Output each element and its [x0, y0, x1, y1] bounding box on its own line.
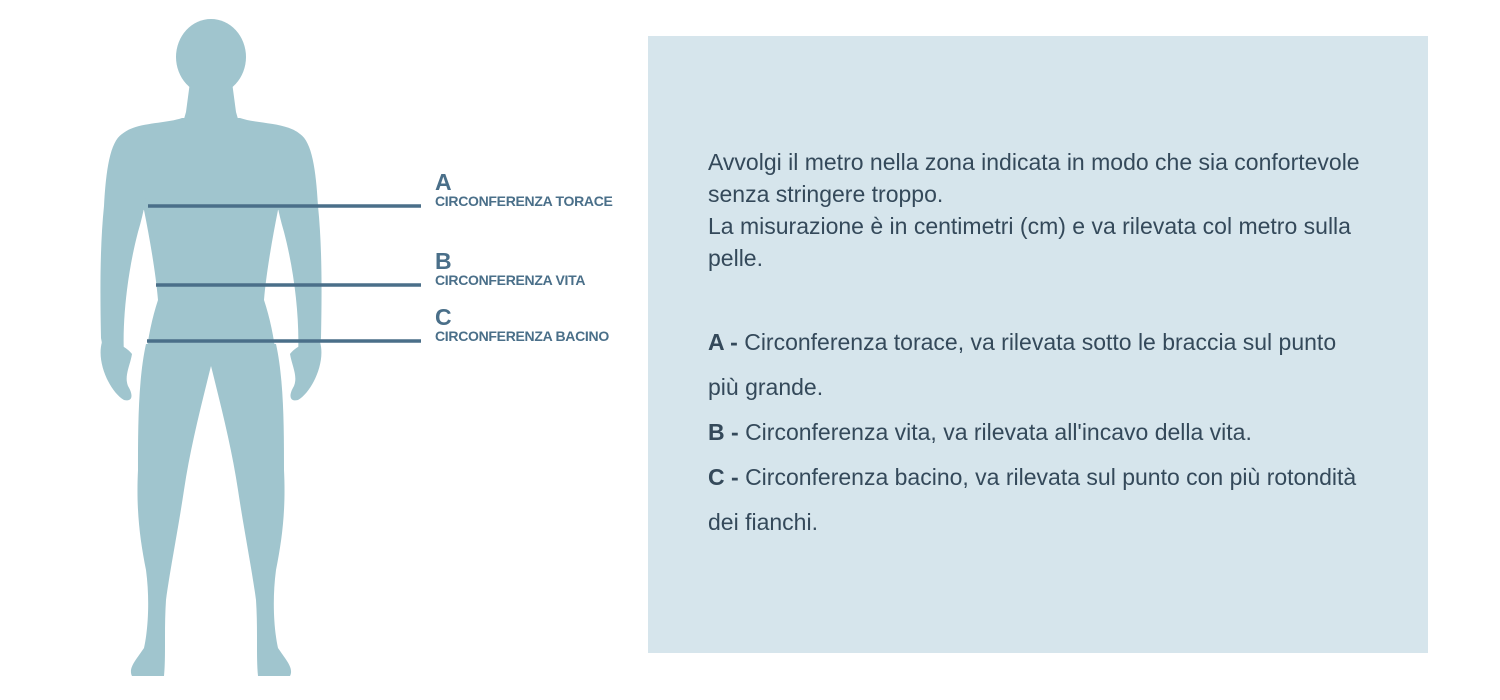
intro-paragraph: Avvolgi il metro nella zona indicata in modo che sia confortevole senza stringere troppo.	[708, 149, 1360, 207]
silhouette-shape	[100, 19, 321, 676]
item-text: Circonferenza vita, va rilevata all'incavo della vita.	[745, 419, 1252, 445]
item-key: C -	[708, 464, 739, 490]
marker-label: CIRCONFERENZA VITA	[435, 272, 586, 288]
marker-c	[435, 306, 609, 344]
instructions-panel	[648, 36, 1428, 653]
intro-paragraph: La misurazione è in centimetri (cm) e va rilevata col metro sulla pelle.	[708, 213, 1351, 271]
instructions-intro	[708, 146, 1368, 274]
marker-letter: C	[435, 304, 452, 330]
item-text: Circonferenza bacino, va rilevata sul punto con più rotondità dei fianchi.	[708, 464, 1357, 535]
marker-b	[435, 250, 585, 288]
measurement-item-c	[708, 455, 1368, 545]
item-key: A -	[708, 329, 738, 355]
measurement-item-a	[708, 320, 1368, 410]
marker-label: CIRCONFERENZA TORACE	[435, 193, 613, 209]
marker-letter: A	[435, 169, 452, 195]
measurement-list	[708, 320, 1368, 545]
item-key: B -	[708, 419, 739, 445]
marker-label: CIRCONFERENZA BACINO	[435, 328, 609, 344]
instructions-text	[708, 146, 1368, 545]
marker-letter: B	[435, 248, 452, 274]
marker-a	[435, 171, 613, 209]
body-silhouette	[0, 0, 640, 700]
measurement-item-b	[708, 410, 1368, 455]
item-text: Circonferenza torace, va rilevata sotto le braccia sul punto più grande.	[708, 329, 1337, 400]
